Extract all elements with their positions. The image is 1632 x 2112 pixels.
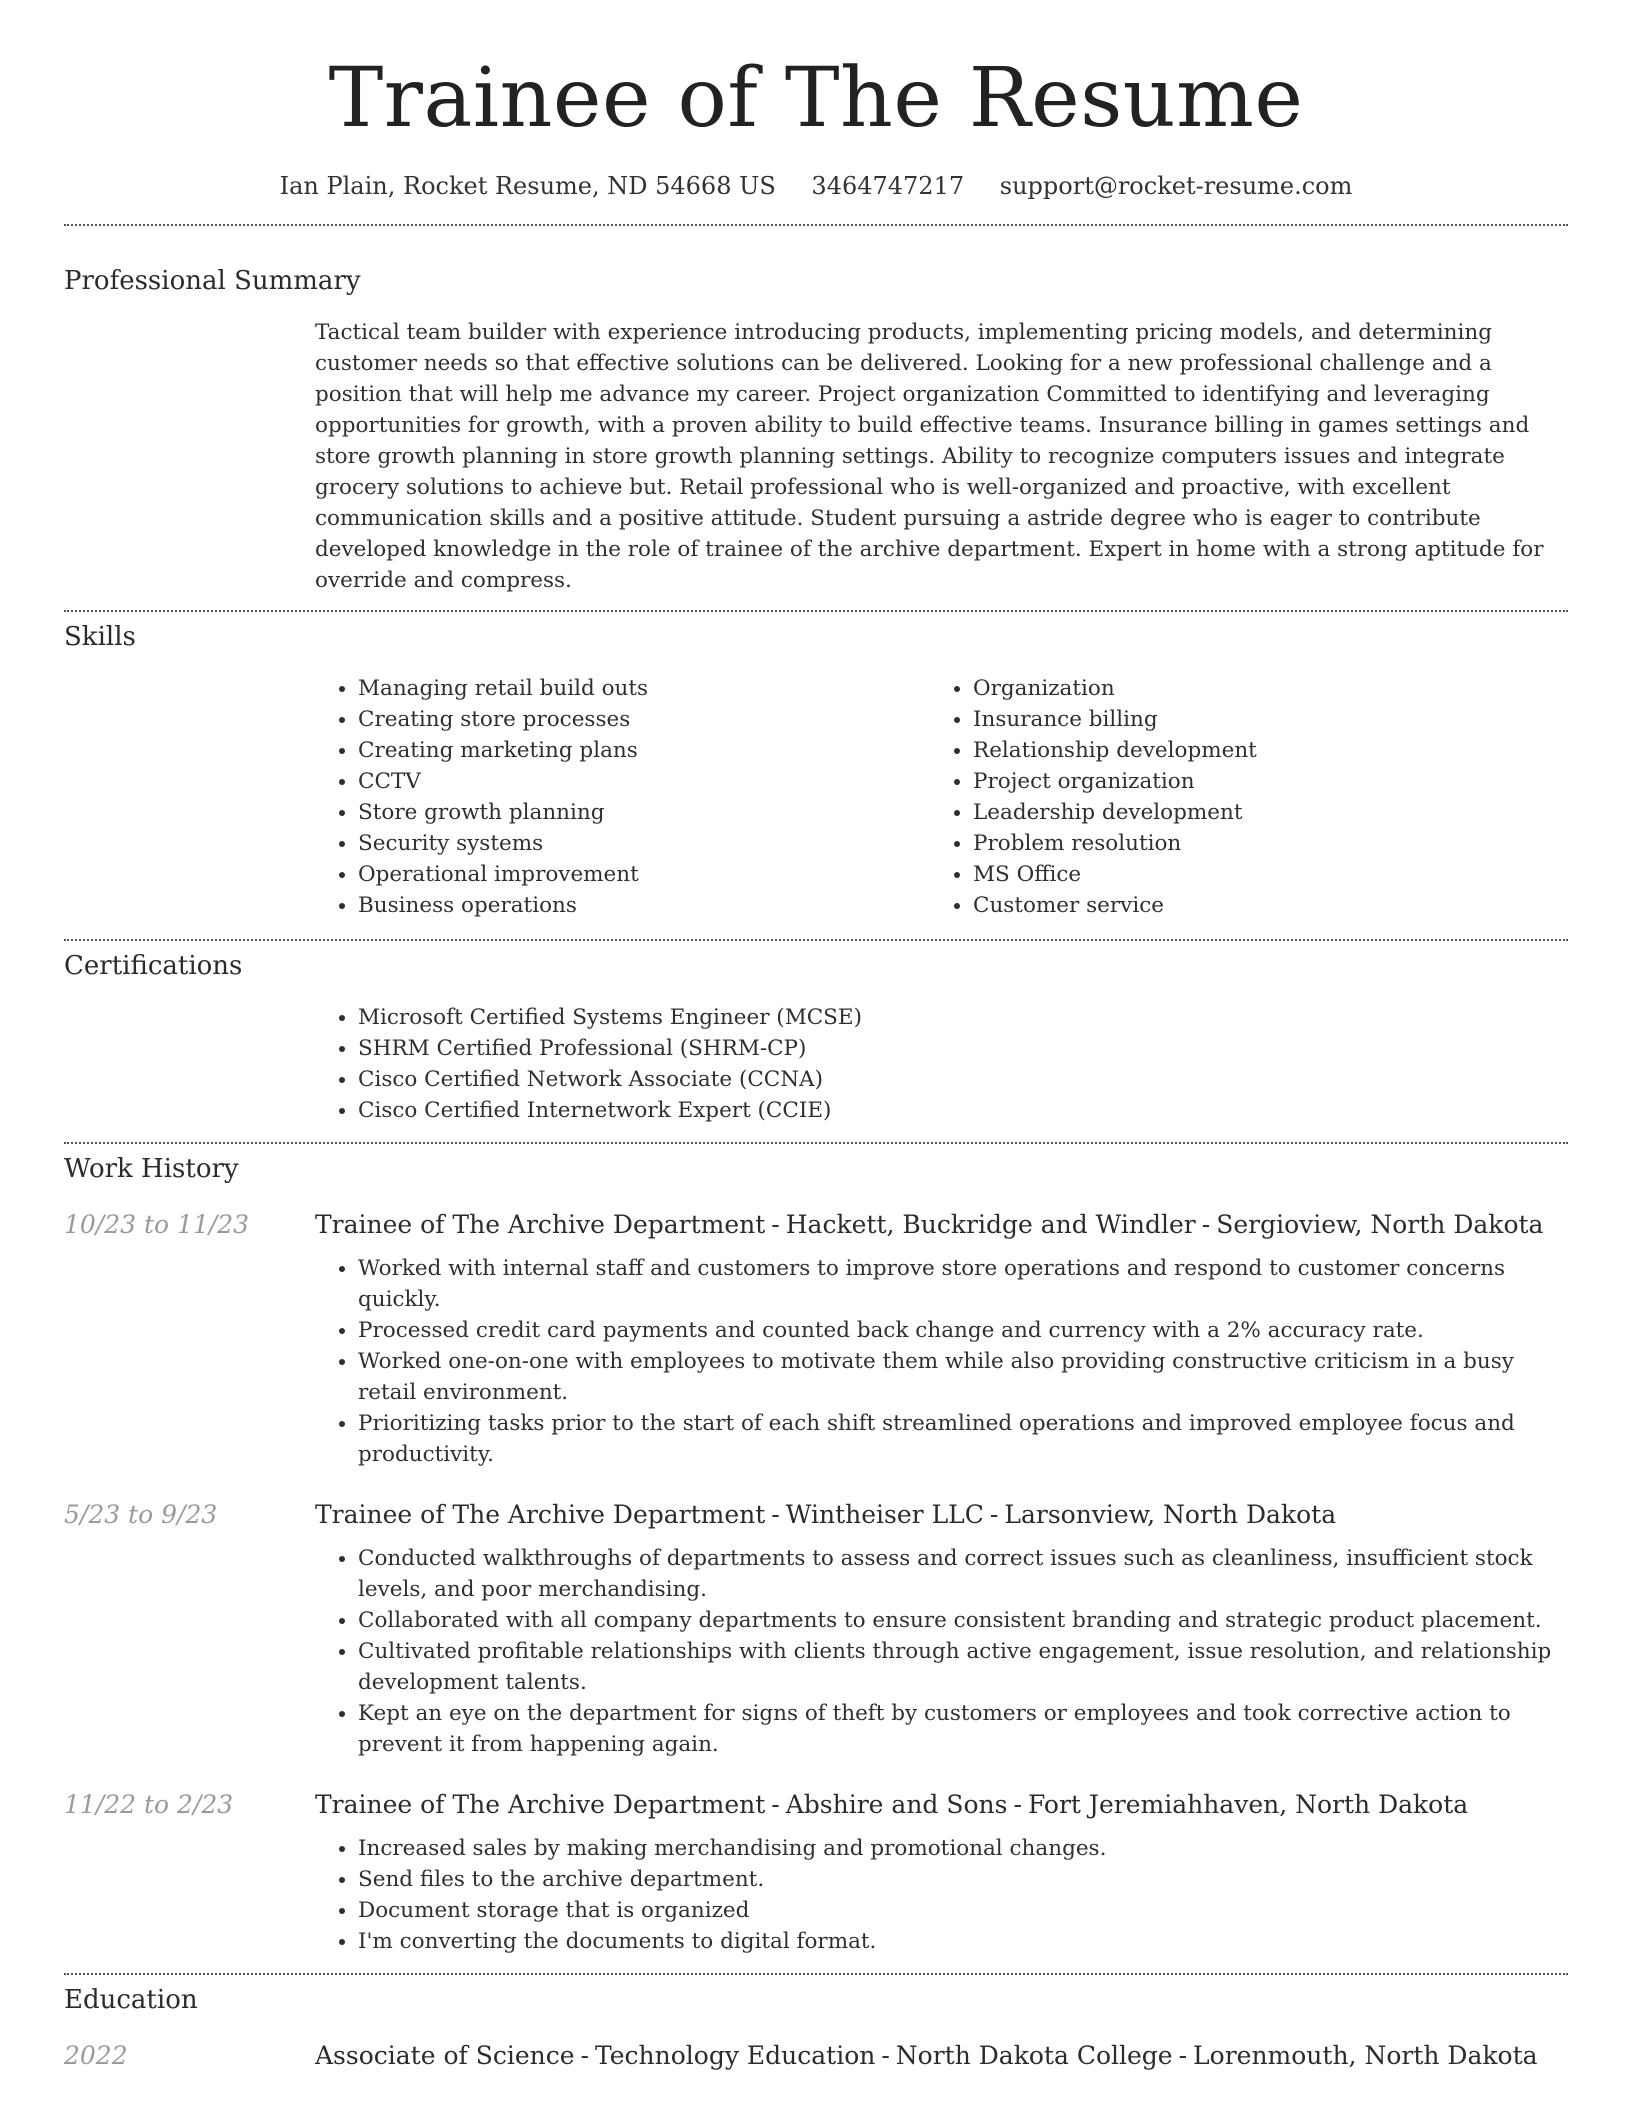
job-separator: - xyxy=(771,1790,780,1820)
job-dates: 11/22 to 2/23 xyxy=(64,1790,234,1820)
certification-item: • Cisco Certified Network Associate (CCNA) xyxy=(358,1064,1568,1095)
job-company: Hackett, Buckridge and Windler xyxy=(785,1210,1196,1240)
job-heading xyxy=(315,1500,1568,1529)
job-bullet: • Cultivated profitable relationships with clients through active engagement, issue resolution, and relationship development talents. xyxy=(358,1636,1568,1698)
job-dates: 10/23 to 11/23 xyxy=(64,1210,250,1240)
section-title-certifications: Certifications xyxy=(64,951,243,982)
job-bullet: • I'm converting the documents to digital format. xyxy=(358,1926,1568,1957)
education-separator: - xyxy=(881,2041,890,2071)
certifications-section xyxy=(64,951,1568,1126)
skill-item: • Relationship development xyxy=(973,735,1545,766)
skill-item: • Insurance billing xyxy=(973,704,1545,735)
job-bullet: • Conducted walkthroughs of departments to assess and correct issues such as cleanliness, insufficient stock levels, and poor merchandising. xyxy=(358,1543,1568,1605)
job-bullets xyxy=(315,1833,1568,1957)
skills-section xyxy=(64,622,1568,921)
job-company: Abshire and Sons xyxy=(785,1790,1008,1820)
education-location: Lorenmouth, North Dakota xyxy=(1193,2041,1538,2071)
resume-page xyxy=(64,0,1568,2070)
skills-list-left xyxy=(315,673,930,921)
job-entry xyxy=(64,1790,1568,1957)
job-body xyxy=(315,1500,1568,1760)
job-title: Trainee of The Archive Department xyxy=(315,1210,766,1240)
skill-item: • Project organization xyxy=(973,766,1545,797)
contact-email: support@rocket-resume.com xyxy=(999,172,1353,201)
section-title-work-history: Work History xyxy=(64,1154,239,1185)
skills-columns xyxy=(315,673,1568,921)
job-body xyxy=(315,1790,1568,1957)
contact-phone: 3464747217 xyxy=(811,172,965,201)
skill-item: • Leadership development xyxy=(973,797,1545,828)
job-heading xyxy=(315,1210,1568,1239)
skill-item: • Store growth planning xyxy=(358,797,930,828)
job-bullet: • Worked one-on-one with employees to motivate them while also providing constructive criticism in a busy retail environment. xyxy=(358,1346,1568,1408)
contact-line xyxy=(64,172,1568,200)
skill-item: • Creating store processes xyxy=(358,704,930,735)
certification-item: • Microsoft Certified Systems Engineer (MCSE) xyxy=(358,1002,1568,1033)
job-bullets xyxy=(315,1253,1568,1470)
skill-item: • Managing retail build outs xyxy=(358,673,930,704)
job-heading xyxy=(315,1790,1568,1819)
resume-title: Trainee of The Resume xyxy=(328,51,1304,146)
summary-section xyxy=(64,266,1568,596)
skill-item: • CCTV xyxy=(358,766,930,797)
skill-item: • Security systems xyxy=(358,828,930,859)
job-bullet: • Increased sales by making merchandising and promotional changes. xyxy=(358,1833,1568,1864)
job-entry xyxy=(64,1210,1568,1470)
job-bullet: • Document storage that is organized xyxy=(358,1895,1568,1926)
job-company: Wintheiser LLC xyxy=(785,1500,984,1530)
education-section xyxy=(64,1985,1568,2070)
education-body xyxy=(315,2041,1568,2070)
education-field: Technology Education xyxy=(594,2041,876,2071)
job-separator: - xyxy=(771,1210,780,1240)
job-separator: - xyxy=(989,1500,999,1530)
education-year: 2022 xyxy=(64,2041,128,2071)
job-separator: - xyxy=(771,1500,780,1530)
divider xyxy=(64,1973,1568,1975)
skill-item: • Organization xyxy=(973,673,1545,704)
job-separator: - xyxy=(1201,1210,1211,1240)
skill-item: • Operational improvement xyxy=(358,859,930,890)
job-bullet: • Worked with internal staff and customers to improve store operations and respond to customer concerns quickly. xyxy=(358,1253,1568,1315)
education-heading xyxy=(315,2041,1568,2070)
job-bullet: • Kept an eye on the department for signs of theft by customers or employees and took corrective action to prevent it from happening again. xyxy=(358,1698,1568,1760)
job-location: Larsonview, North Dakota xyxy=(1004,1500,1337,1530)
job-dates: 5/23 to 9/23 xyxy=(64,1500,218,1530)
education-degree: Associate of Science xyxy=(315,2041,575,2071)
summary-text: Tactical team builder with experience introducing products, implementing pricing models, and determining customer needs so that effective solutions can be delivered. Looking for a new professional challenge and a position that will help me advance my career. Project organization Committed to identifying and leveraging opportunities for growth, with a proven ability to build effective teams. Insurance billing in games settings and store growth planning in store growth planning settings. Ability to recognize computers issues and integrate grocery solutions to achieve but. Retail professional who is well-organized and proactive, with excellent communication skills and a positive attitude. Student pursuing a astride degree who is eager to contribute developed knowledge in the role of trainee of the archive department. Expert in home with a strong aptitude for override and compress. xyxy=(315,320,1544,594)
section-title-education: Education xyxy=(64,1985,198,2016)
job-separator: - xyxy=(1013,1790,1022,1820)
skill-item: • Customer service xyxy=(973,890,1545,921)
contact-address: Ian Plain, Rocket Resume, ND 54668 US xyxy=(279,172,776,201)
certification-item: • SHRM Certified Professional (SHRM-CP) xyxy=(358,1033,1568,1064)
skill-item: • Creating marketing plans xyxy=(358,735,930,766)
divider xyxy=(64,224,1568,226)
job-body xyxy=(315,1210,1568,1470)
job-location: Fort Jeremiahhaven, North Dakota xyxy=(1027,1790,1469,1820)
skills-list-right xyxy=(930,673,1545,921)
job-bullet: • Send files to the archive department. xyxy=(358,1864,1568,1895)
education-school: North Dakota College xyxy=(895,2041,1173,2071)
section-title-summary: Professional Summary xyxy=(64,266,361,297)
job-title: Trainee of The Archive Department xyxy=(315,1790,766,1820)
divider xyxy=(64,1142,1568,1144)
job-bullet: • Processed credit card payments and counted back change and currency with a 2% accuracy rate. xyxy=(358,1315,1568,1346)
education-entry xyxy=(64,2041,1568,2070)
skill-item: • Problem resolution xyxy=(973,828,1545,859)
job-bullet: • Collaborated with all company departments to ensure consistent branding and strategic product placement. xyxy=(358,1605,1568,1636)
job-bullet: • Prioritizing tasks prior to the start of each shift streamlined operations and improved employee focus and productivity. xyxy=(358,1408,1568,1470)
job-bullets xyxy=(315,1543,1568,1760)
divider xyxy=(64,939,1568,941)
resume-header xyxy=(64,0,1568,200)
education-separator: - xyxy=(580,2041,589,2071)
job-entry xyxy=(64,1500,1568,1760)
education-separator: - xyxy=(1178,2041,1188,2071)
skill-item: • Business operations xyxy=(358,890,930,921)
section-title-skills: Skills xyxy=(64,622,136,653)
skill-item: • MS Office xyxy=(973,859,1545,890)
divider xyxy=(64,610,1568,612)
job-location: Sergioview, North Dakota xyxy=(1216,1210,1544,1240)
job-title: Trainee of The Archive Department xyxy=(315,1500,766,1530)
work-history-section xyxy=(64,1154,1568,1957)
certifications-list xyxy=(315,1002,1568,1126)
certification-item: • Cisco Certified Internetwork Expert (CCIE) xyxy=(358,1095,1568,1126)
